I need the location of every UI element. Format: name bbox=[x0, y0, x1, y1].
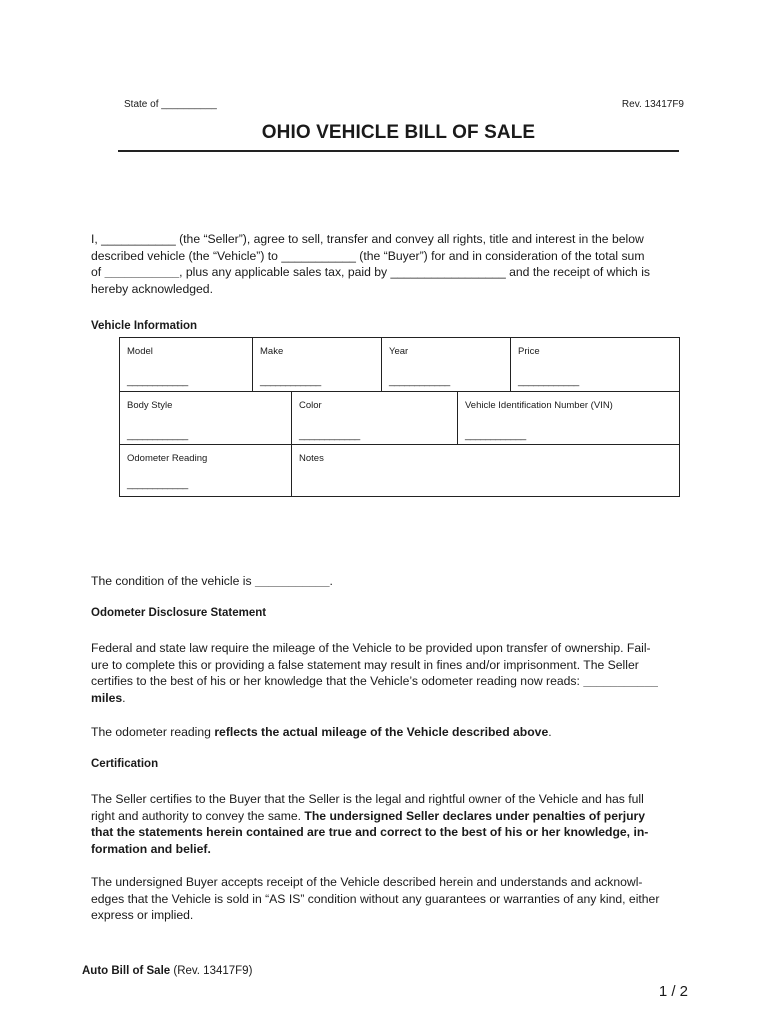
color-blank: ____________ bbox=[299, 430, 360, 441]
year-label: Year bbox=[389, 346, 409, 357]
condition-line bbox=[91, 573, 681, 590]
body-style-blank: ____________ bbox=[127, 430, 188, 441]
model-label: Model bbox=[127, 346, 153, 357]
condition-blank: ___________ bbox=[254, 574, 330, 588]
state-of-label: State of __________ bbox=[124, 99, 217, 110]
miles-label: miles bbox=[91, 691, 123, 706]
vehicle-info-heading: Vehicle Information bbox=[91, 320, 198, 332]
odometer-label: Odometer Reading bbox=[127, 453, 208, 464]
odometer-line: ure to complete this or providing a false statement may result in fines and/or imprisonment. The Seller bbox=[91, 657, 639, 672]
year-blank: ____________ bbox=[389, 376, 450, 387]
buyer-line: express or implied. bbox=[91, 908, 194, 923]
make-label: Make bbox=[260, 346, 284, 357]
odometer-reading-statement bbox=[91, 724, 681, 741]
price-blank: ____________ bbox=[518, 376, 579, 387]
odometer-blank: ____________ bbox=[127, 479, 188, 490]
condition-text bbox=[91, 573, 681, 590]
vin-label: Vehicle Identification Number (VIN) bbox=[465, 400, 613, 411]
certification-line: The Seller certifies to the Buyer that the Seller is the legal and rightful owner of the Vehicle and has full bbox=[91, 792, 644, 806]
notes-cell bbox=[292, 445, 679, 496]
condition-label: The condition of the vehicle is bbox=[91, 574, 255, 588]
intro-line bbox=[91, 264, 681, 281]
model-cell bbox=[120, 338, 253, 391]
page-number: 1 / 2 bbox=[658, 983, 688, 1000]
make-cell bbox=[253, 338, 382, 391]
certification-line: that the statements herein contained are true and correct to the best of his or her knowledge, in- bbox=[91, 825, 649, 840]
certification-line: formation and belief. bbox=[91, 842, 211, 857]
table-row bbox=[120, 392, 679, 445]
intro-line: I, ___________ (the “Seller”), agree to sell, transfer and convey all rights, title and interest in the below bbox=[91, 232, 644, 246]
notes-label: Notes bbox=[299, 453, 324, 464]
intro-paragraph bbox=[91, 231, 681, 298]
buyer-line: The undersigned Buyer accepts receipt of the Vehicle described herein and understands and acknowl- bbox=[91, 875, 643, 889]
reading-line bbox=[91, 724, 681, 741]
condition-period: . bbox=[329, 574, 333, 588]
intro-text: , plus any applicable sales tax, paid by _________________ and the receipt of which is bbox=[179, 265, 651, 280]
certification-heading: Certification bbox=[91, 758, 159, 770]
odometer-text: certifies to the best of his or her knowledge that the Vehicle’s odometer reading now reads: bbox=[91, 674, 584, 689]
certification-text: right and authority to convey the same. bbox=[91, 808, 305, 823]
reading-text: The odometer reading bbox=[91, 725, 215, 739]
table-row bbox=[120, 445, 679, 496]
vin-blank: ____________ bbox=[465, 430, 526, 441]
revision-number: Rev. 13417F9 bbox=[621, 99, 684, 110]
odometer-paragraph bbox=[91, 640, 681, 707]
vin-cell bbox=[458, 392, 679, 444]
buyer-line: edges that the Vehicle is sold in “AS IS” condition without any guarantees or warranties of any kind, either bbox=[91, 891, 660, 906]
odometer-reading-blank: ___________ bbox=[583, 674, 658, 689]
color-cell bbox=[292, 392, 458, 444]
model-blank: ____________ bbox=[127, 376, 188, 387]
odometer-cell bbox=[120, 445, 292, 496]
footer-document-name bbox=[82, 965, 252, 977]
odometer-disclosure-heading: Odometer Disclosure Statement bbox=[91, 607, 267, 619]
body-style-cell bbox=[120, 392, 292, 444]
table-row bbox=[120, 338, 679, 392]
perjury-declaration: The undersigned Seller declares under penalties of perjury bbox=[304, 808, 646, 823]
price-label: Price bbox=[518, 346, 540, 357]
certification-paragraph-buyer bbox=[91, 874, 681, 924]
odometer-line bbox=[91, 673, 681, 690]
body-style-label: Body Style bbox=[127, 400, 173, 411]
vehicle-info-table bbox=[119, 337, 680, 497]
year-cell bbox=[382, 338, 511, 391]
odometer-line bbox=[91, 690, 681, 707]
odometer-line: Federal and state law require the mileage of the Vehicle to be provided upon transfer of ownership. Fail- bbox=[91, 641, 651, 655]
reading-bold-text: reflects the actual mileage of the Vehicle described above bbox=[214, 725, 549, 739]
price-cell bbox=[511, 338, 679, 391]
certification-line bbox=[91, 808, 681, 825]
certification-paragraph-seller bbox=[91, 791, 681, 858]
footer-revision: (Rev. 13417F9) bbox=[170, 965, 253, 977]
title-divider bbox=[118, 150, 679, 152]
color-label: Color bbox=[299, 400, 322, 411]
intro-line: hereby acknowledged. bbox=[91, 282, 213, 297]
reading-period: . bbox=[548, 725, 552, 739]
document-title: OHIO VEHICLE BILL OF SALE bbox=[261, 122, 536, 143]
footer-title: Auto Bill of Sale bbox=[82, 965, 171, 977]
total-sum-blank: ___________ bbox=[104, 265, 180, 280]
intro-text: of bbox=[91, 265, 105, 280]
intro-line: described vehicle (the “Vehicle”) to ___________ (the “Buyer”) for and in consideration of the total sum bbox=[91, 248, 645, 263]
odometer-period: . bbox=[122, 691, 126, 706]
make-blank: ____________ bbox=[260, 376, 321, 387]
